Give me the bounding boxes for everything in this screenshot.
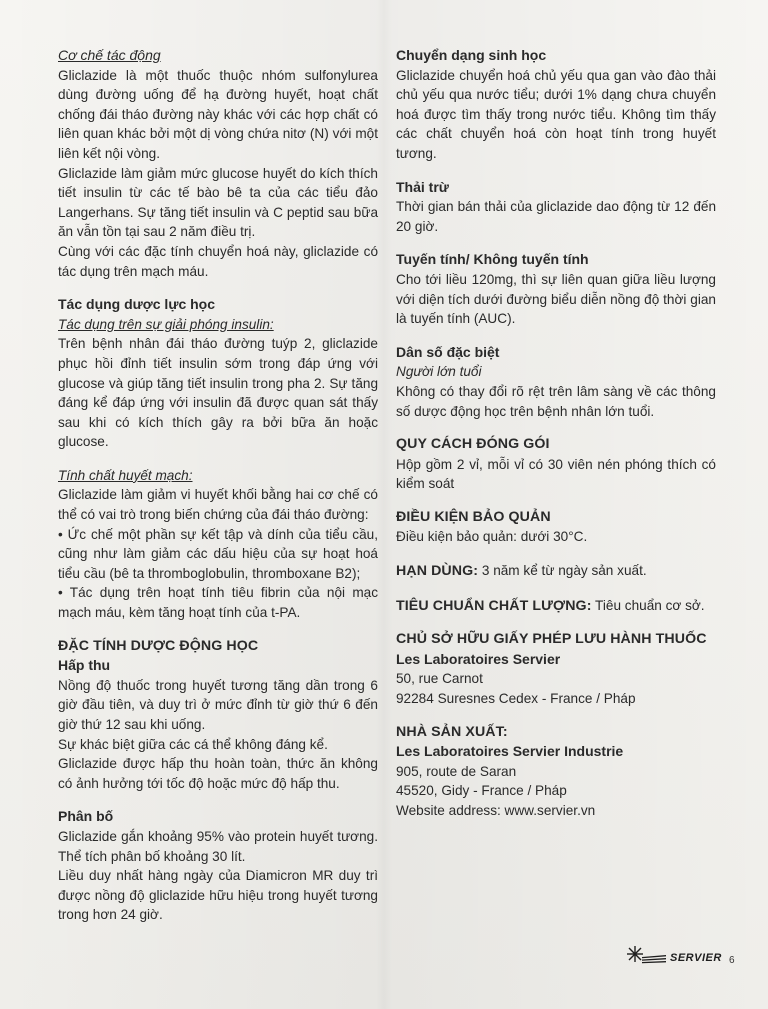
manufacturer-website: Website address: www.servier.vn [396,803,596,818]
servier-logo-text: SERVIER [670,951,722,964]
metabolism-paragraph: Gliclazide chuyển hoá chủ yếu qua gan vào đào thải chủ yếu qua nước tiểu; dưới 1% dạng chưa chuyển hoá được tìm thấy trong nước tiểu. Không tìm thấy các chất chuyển hoá còn hoạt tính trong huyết tương. [396,67,716,161]
shelf-life-text: 3 năm kể từ ngày sản xuất. [478,563,647,579]
right-column [396,46,716,835]
manufacturer-address-2: 45520, Gidy - France / Pháp [396,783,567,799]
absorption-title: Hấp thu [58,657,111,674]
special-population-paragraph: Không có thay đổi rõ rệt trên lâm sàng về các thông số dược động học trên bệnh nhân lớn tuổi. [396,383,716,419]
shelf-life-label: HẠN DÙNG: [396,563,479,580]
quality-standard-text: Tiêu chuẩn cơ sở. [591,597,705,613]
hemovascular-paragraph: Gliclazide làm giảm vi huyết khối bằng hai cơ chế có thể có vai trò trong biến chứng của đái tháo đường: [58,487,378,523]
mechanism-title: Cơ chế tác động [58,47,161,63]
special-population-title: Dân số đặc biệt [396,343,500,360]
mechanism-paragraph-2: Gliclazide làm giảm mức glucose huyết do kích thích tiết insulin từ các tế bào bê ta của các tiểu đảo Langerhans. Sự tăng tiết insulin và C peptid sau bữa ăn vẫn tồn tại sau 2 năm điều trị. [58,165,378,240]
distribution-title: Phân bố [58,808,114,825]
absorption-paragraph-3: Gliclazide được hấp thu hoàn toàn, thức ăn không có ảnh hưởng tới tốc độ hoặc mức độ hấp thu. [58,756,378,791]
quality-standard-label: TIÊU CHUẨN CHẤT LƯỢNG: [396,597,592,614]
distribution-section [58,807,378,925]
pharmacodynamics-title: Tác dụng dược lực học [58,296,216,313]
packaging-section [396,435,716,494]
hemovascular-bullet-1: • Ức chế một phần sự kết tập và dính của tiểu cầu, cũng như làm giảm các dấu hiệu của sự hoạt hoá tiểu cầu (bê ta thromboglobulin, thromboxane B2); [58,526,378,581]
license-holder-title: CHỦ SỞ HỮU GIẤY PHÉP LƯU HÀNH THUỐC [396,631,707,648]
elimination-title: Thải trừ [396,178,449,195]
distribution-paragraph-1: Gliclazide gắn khoảng 95% vào protein huyết tương. Thể tích phân bố khoảng 30 lít. [58,828,378,864]
absorption-paragraph-1: Nồng độ thuốc trong huyết tương tăng dần trong 6 giờ đầu tiên, và duy trì ở mức đỉnh từ giờ thứ 6 đến giờ thứ 12 sau khi uống. [58,677,378,732]
mechanism-paragraph-1: Gliclazide là một thuốc thuộc nhóm sulfonylurea dùng đường uống để hạ đường huyết, hoạt chất chống đái tháo đường này khác với các hợp chất có liên quan khác bởi một dị vòng chứa nitơ (N) với một liên kết nội vòng. [58,67,378,161]
shelf-life-section [396,561,716,582]
storage-section [396,508,716,547]
license-holder-section [396,630,716,708]
manufacturer-name: Les Laboratoires Servier Industrie [396,743,624,760]
packaging-title: QUY CÁCH ĐÓNG GÓI [396,436,550,453]
hemovascular-subtitle: Tính chất huyết mạch: [58,467,193,483]
hemovascular-section [58,466,378,623]
servier-star-logo-icon [626,944,666,971]
insulin-release-subtitle: Tác dụng trên sự giải phóng insulin: [58,316,274,332]
pharmacodynamics-section [58,295,378,452]
distribution-paragraph-2: Liều duy nhất hàng ngày của Diamicron MR duy trì được nồng độ gliclazide hữu hiệu trong huyết tương trong hơn 24 giờ. [58,868,378,923]
pharmacokinetics-section [58,637,378,794]
metabolism-title: Chuyển dạng sinh học [396,47,547,63]
servier-logo [626,944,722,971]
license-holder-address-1: 50, rue Carnot [396,671,483,687]
manufacturer-title: NHÀ SẢN XUẤT: [396,723,508,740]
storage-paragraph: Điều kiện bảo quản: dưới 30°C. [396,529,588,545]
metabolism-section [396,46,716,164]
storage-title: ĐIỀU KIỆN BẢO QUẢN [396,508,551,525]
manufacturer-address-1: 905, route de Saran [396,763,517,779]
linearity-paragraph: Cho tới liều 120mg, thì sự liên quan giữa liều lượng với diện tích dưới đường biểu diễn nồng độ thời gian là tuyến tính (AUC). [396,271,716,327]
mechanism-section [58,46,378,281]
left-column [58,46,378,939]
elderly-subtitle: Người lớn tuổi [396,364,482,380]
linearity-section [396,250,716,328]
license-holder-address-2: 92284 Suresnes Cedex - France / Pháp [396,691,636,707]
page-number: 6 [729,955,735,966]
linearity-title: Tuyến tính/ Không tuyến tính [396,251,589,268]
pharmacokinetics-title: ĐẶC TÍNH DƯỢC ĐỘNG HỌC [58,637,259,654]
manufacturer-section [396,723,716,821]
elimination-section [396,178,716,237]
mechanism-paragraph-3: Cùng với các đặc tính chuyển hoá này, gliclazide có tác dụng trên mạch máu. [58,243,378,279]
insulin-release-paragraph: Trên bệnh nhân đái tháo đường tuýp 2, gliclazide phục hồi đỉnh tiết insulin sớm trong đáp ứng với glucose và giúp tăng tiết insulin trong pha 2. Sự tăng đáng kể đáp ứng với insulin đã được quan sát thấy sau khi có kích thích gây ra bởi bữa ăn hoặc glucose. [58,336,378,450]
special-population-section [396,343,716,421]
hemovascular-bullet-2: • Tác dụng trên hoạt tính tiêu fibrin của nội mạc mạch máu, kèm tăng hoạt tính của t-PA. [58,585,378,621]
absorption-paragraph-2: Sự khác biệt giữa các cá thể không đáng kể. [58,736,328,752]
packaging-paragraph: Hộp gồm 2 vỉ, mỗi vỉ có 30 viên nén phóng thích có kiểm soát [396,456,716,492]
elimination-paragraph: Thời gian bán thải của gliclazide dao động từ 12 đến 20 giờ. [396,199,716,234]
license-holder-name: Les Laboratoires Servier [396,650,561,667]
quality-standard-section [396,596,716,617]
